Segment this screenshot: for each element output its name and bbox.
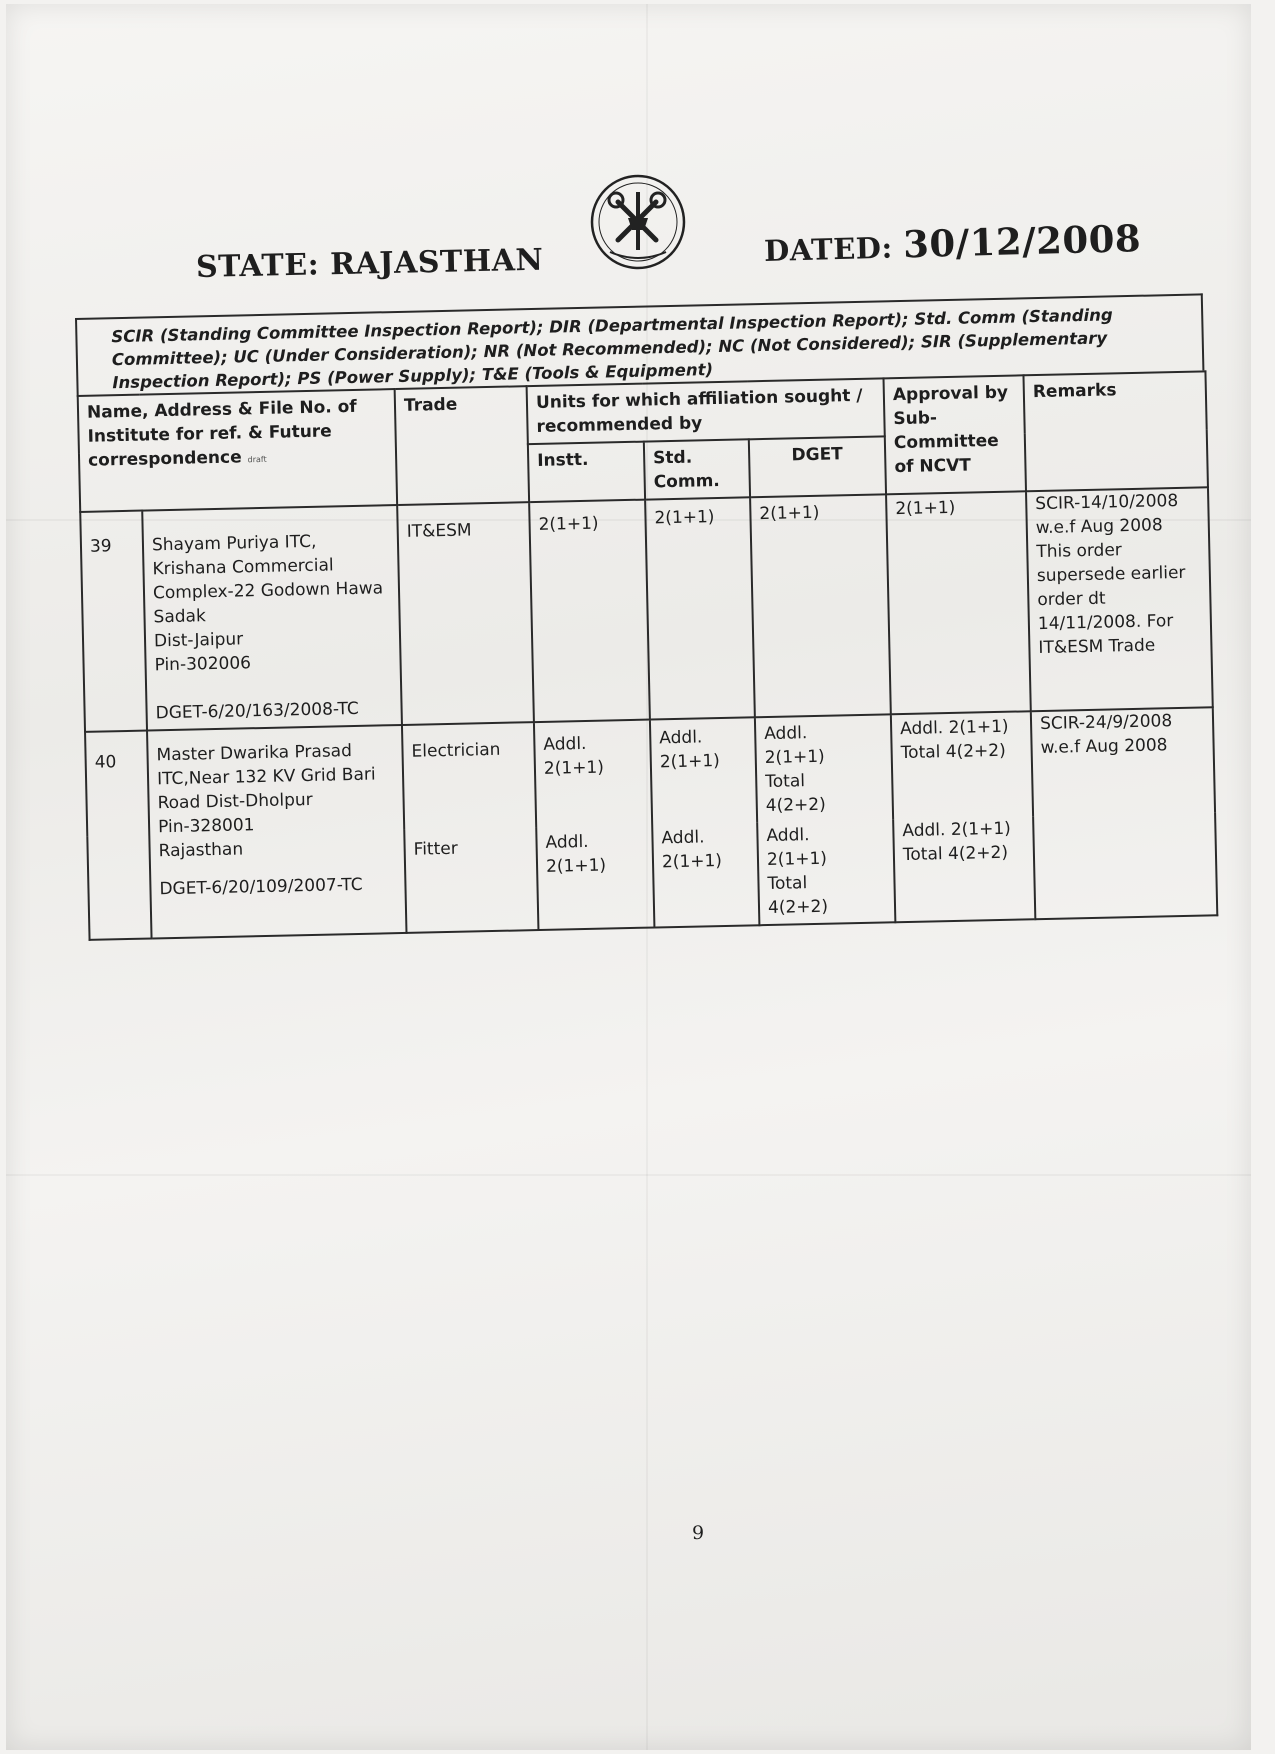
address-line: Shayam Puriya ITC, xyxy=(151,531,317,556)
header-approval: Approval by Sub-Committee of NCVT xyxy=(884,375,1026,494)
units-line: Addl. xyxy=(545,831,589,853)
units-line: Addl. 2(1+1) xyxy=(899,716,1009,740)
dget-cell xyxy=(755,714,893,822)
units-line: 2(1+1) xyxy=(661,851,723,873)
trade-cell: IT&ESM xyxy=(397,502,534,725)
address-line: Pin-328001 xyxy=(157,815,255,838)
units-line: Total 4(2+2) xyxy=(902,842,1009,866)
units-line: Addl. xyxy=(661,827,705,849)
approval-cell: 2(1+1) xyxy=(886,491,1031,714)
institute-details xyxy=(142,505,402,731)
serial-number: 40 xyxy=(85,731,152,940)
approval-cell xyxy=(893,816,1035,922)
units-line: Addl. xyxy=(766,825,810,847)
trade-cell: Electrician xyxy=(402,722,536,830)
affiliation-table xyxy=(77,370,1219,941)
remarks-line: IT&ESM Trade xyxy=(1038,635,1156,659)
dget-cell xyxy=(757,819,895,925)
skill-emblem-icon xyxy=(588,172,688,272)
dget-cell: 2(1+1) xyxy=(750,494,891,717)
remarks-line: This order xyxy=(1036,540,1123,563)
units-line: Addl. 2(1+1) xyxy=(902,818,1012,842)
remarks-line: w.e.f Aug 2008 xyxy=(1035,515,1163,539)
address-line: ITC,Near 132 KV Grid Bari xyxy=(156,764,376,790)
remarks-line: 14/11/2008. For xyxy=(1037,611,1174,635)
address-line: Road Dist-Dholpur xyxy=(157,789,313,814)
instt-cell xyxy=(536,825,654,931)
header-std-comm: Std. Comm. xyxy=(644,439,750,499)
std-comm-cell: 2(1+1) xyxy=(645,497,755,719)
paper-crease xyxy=(6,1174,1251,1176)
table-row xyxy=(80,487,1213,732)
units-line: 4(2+2) xyxy=(765,794,826,817)
units-line: Total xyxy=(767,873,808,895)
remarks-cell xyxy=(1031,707,1217,919)
remarks-line: SCIR-14/10/2008 xyxy=(1035,490,1179,515)
file-number: DGET-6/20/163/2008-TC xyxy=(155,698,359,724)
address-line: Rajasthan xyxy=(158,839,244,862)
address-line: Krishana Commercial xyxy=(152,555,334,580)
std-comm-cell xyxy=(650,717,757,824)
date-value: 30/12/2008 xyxy=(902,216,1142,267)
trade-cell: Fitter xyxy=(404,827,538,933)
units-line: 2(1+1) xyxy=(764,746,825,769)
address-line: Complex-22 Godown Hawa xyxy=(152,578,384,604)
units-line: Total xyxy=(765,771,806,793)
approval-cell xyxy=(891,711,1033,819)
remarks-line: supersede earlier xyxy=(1036,562,1186,587)
units-line: Addl. xyxy=(764,723,808,745)
units-line: Total 4(2+2) xyxy=(900,740,1006,764)
header-remarks: Remarks xyxy=(1023,371,1207,491)
state-heading: STATE: RAJASTHAN xyxy=(195,242,544,285)
address-line: Sadak xyxy=(153,606,207,628)
remarks-line: SCIR-24/9/2008 xyxy=(1039,711,1173,735)
remarks-line: order dt xyxy=(1037,588,1106,611)
abbreviation-legend: SCIR (Standing Committee Inspection Report); DIR (Departmental Inspection Report); Std. Comm (Standing Committee); UC (Under Consideration); NR (Not Recommended); NC (Not Considered); SIR (Supplementary Inspection Report); PS (Power Supply); T&E (Tools & Equipment) xyxy=(75,293,1204,395)
header-name-address-text: Name, Address & File No. of Institute for ref. & Future correspondence xyxy=(86,396,357,471)
address-line: Dist-Jaipur xyxy=(153,629,244,652)
instt-cell: 2(1+1) xyxy=(529,500,650,722)
header-draft-note: draft xyxy=(247,454,267,465)
header-trade: Trade xyxy=(395,386,529,505)
affiliation-document xyxy=(75,293,1216,940)
address-line: Master Dwarika Prasad xyxy=(156,741,353,766)
header-name-address xyxy=(78,389,397,512)
header-instt: Instt. xyxy=(528,442,645,503)
units-line: Addl. xyxy=(659,727,703,749)
address-line: Pin-302006 xyxy=(154,653,252,676)
header-dget: DGET xyxy=(749,436,886,497)
units-line: 2(1+1) xyxy=(543,757,605,779)
std-comm-cell xyxy=(652,822,759,927)
units-line: 2(1+1) xyxy=(659,751,721,773)
file-number: DGET-6/20/109/2007-TC xyxy=(159,874,363,900)
units-line: 2(1+1) xyxy=(545,855,607,877)
institute-details xyxy=(147,725,406,939)
header-units: Units for which affiliation sought / recommended by xyxy=(527,378,885,444)
date-label: DATED: xyxy=(763,230,894,268)
units-line: Addl. xyxy=(543,733,587,755)
page-number: 9 xyxy=(692,1522,705,1544)
serial-number: 39 xyxy=(80,511,147,732)
instt-cell xyxy=(534,720,652,828)
remarks-line: w.e.f Aug 2008 xyxy=(1040,735,1168,759)
units-line: 4(2+2) xyxy=(767,896,829,919)
remarks-cell xyxy=(1026,487,1213,711)
units-line: 2(1+1) xyxy=(766,848,828,871)
